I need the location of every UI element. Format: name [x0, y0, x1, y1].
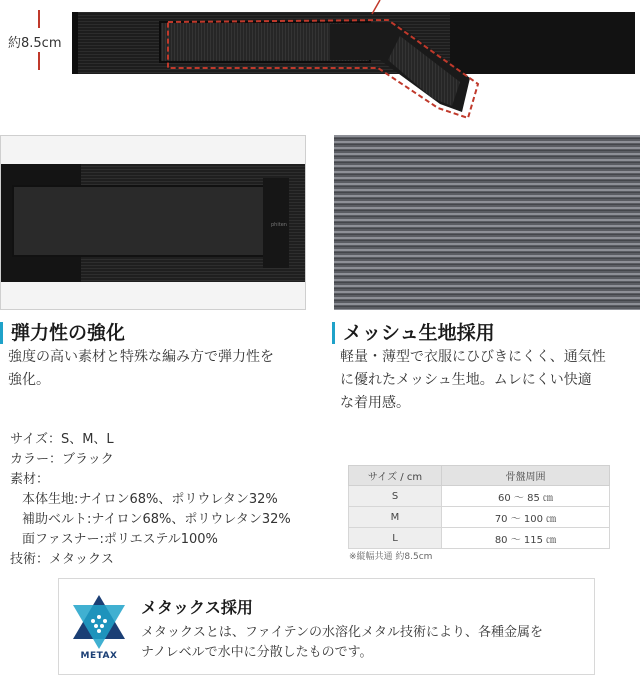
size-cell: S	[349, 486, 442, 507]
table-row	[349, 486, 610, 507]
size-cell: M	[349, 507, 442, 528]
closeup-brand-mark: phiten	[271, 222, 287, 228]
metax-body-line: メタックスとは、ファイテンの水溶化メタル技術により、各種金属を	[141, 625, 543, 640]
metax-logo	[69, 593, 129, 665]
spec-size: サイズ：S、M、L	[10, 432, 114, 447]
size-column-header: サイズ / cm	[349, 466, 442, 486]
dimension-arrow-down	[38, 52, 40, 70]
hip-column-header: 骨盤周囲	[442, 466, 610, 486]
elastic-closeup-photo	[0, 135, 306, 310]
mesh-texture-illustration	[334, 135, 640, 310]
feature-body-line: 強化。	[8, 372, 50, 388]
belt-top-photo	[0, 0, 640, 125]
product-specs	[10, 430, 330, 570]
mesh-fabric-photo	[334, 135, 640, 310]
feature-title-elasticity: 弾力性の強化	[0, 322, 125, 344]
dimension-arrow-up	[38, 10, 40, 28]
spec-material-body: 本体生地:ナイロン68%、ポリウレタン32%	[22, 492, 278, 507]
size-cell: L	[349, 528, 442, 549]
size-note: ※縦幅共通 約8.5cm	[349, 552, 433, 562]
metax-info-box	[58, 578, 595, 675]
metax-logo-text: METAX	[80, 651, 118, 661]
width-dimension	[8, 10, 76, 70]
range-cell: 60 〜 85 ㎝	[442, 486, 610, 507]
spec-technology: 技術：メタックス	[10, 552, 114, 567]
table-row	[349, 528, 610, 549]
metax-star-icon	[69, 593, 129, 651]
size-table	[348, 465, 610, 549]
feature-title-mesh: メッシュ生地採用	[332, 322, 495, 344]
size-table-header	[349, 466, 610, 486]
spec-material-heading: 素材：	[10, 472, 50, 487]
feature-body-line: な着用感。	[340, 395, 410, 411]
width-label: 約8.5cm	[8, 36, 62, 51]
feature-body-mesh	[340, 346, 640, 415]
spec-material-belt: 補助ベルト:ナイロン68%、ポリウレタン32%	[22, 512, 291, 527]
feature-body-line: 強度の高い素材と特殊な編み方で弾力性を	[8, 349, 274, 365]
spec-material-fastener: 面ファスナー:ポリエステル100%	[22, 532, 218, 547]
metax-body	[141, 623, 581, 663]
table-row	[349, 507, 610, 528]
feature-body-elasticity	[8, 346, 318, 392]
range-cell: 70 〜 100 ㎝	[442, 507, 610, 528]
belt-closeup-illustration	[1, 136, 306, 310]
feature-body-line: 軽量・薄型で衣服にひびきにくく、通気性	[340, 349, 606, 365]
range-cell: 80 〜 115 ㎝	[442, 528, 610, 549]
metax-body-line: ナノレベルで水中に分散したものです。	[141, 645, 373, 660]
feature-body-line: に優れたメッシュ生地。ムレにくい快適	[340, 372, 592, 388]
spec-color: カラー：ブラック	[10, 452, 114, 467]
belt-illustration	[0, 0, 640, 125]
metax-title: メタックス採用	[141, 598, 253, 617]
